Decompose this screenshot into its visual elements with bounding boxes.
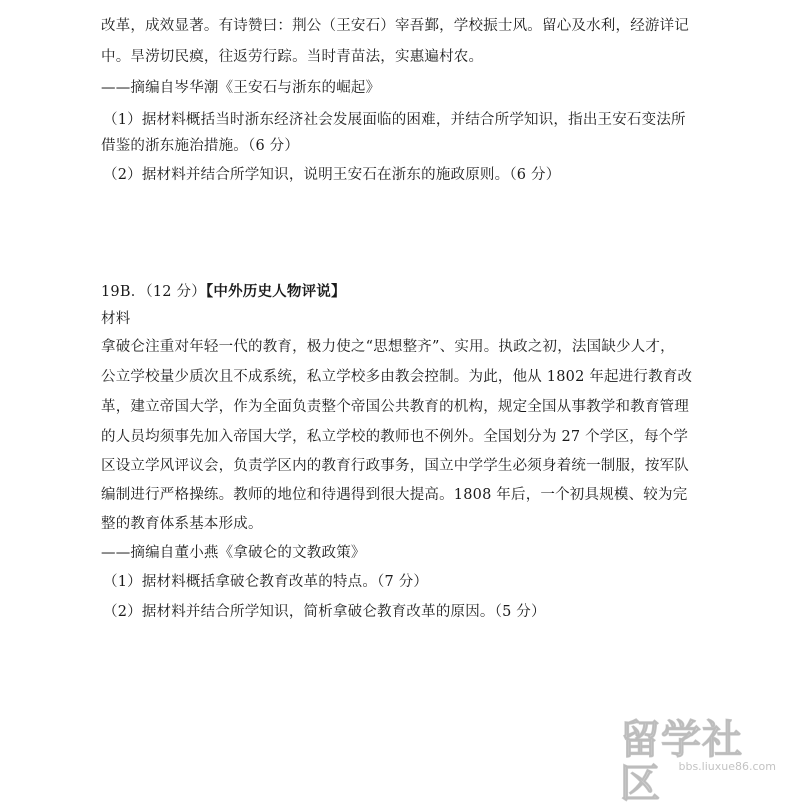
paragraph-line: 革，建立帝国大学，作为全面负责整个帝国公共教育的机构，规定全国从事教学和教育管理: [101, 399, 689, 415]
question-category: 【中外历史人物评说】: [205, 283, 346, 300]
watermark-url: bbs.liuxue86.com: [678, 760, 776, 773]
paragraph-line: 编制进行严格操练。教师的地位和待遇得到很大提高。1808 年后，一个初具规模、较为完: [101, 487, 688, 503]
source-citation: ——摘编自岑华潮《王安石与浙东的崛起》: [101, 80, 381, 96]
question-number: 19B．（12 分）: [101, 284, 206, 300]
watermark-title: 留学社区: [620, 717, 743, 807]
question-line: （1）据材料概括拿破仑教育改革的特点。（7 分）: [103, 574, 429, 590]
paragraph-line: 中。旱涝切民瘼，往返劳行踪。当时青苗法，实惠遍村农。: [101, 49, 484, 65]
question-line: （2）据材料并结合所学知识，说明王安石在浙东的施政原则。（6 分）: [103, 167, 561, 183]
paragraph-line: 公立学校量少质次且不成系统，私立学校多由教会控制。为此，他从 1802 年起进行教育改: [101, 369, 693, 385]
question-heading: [101, 282, 701, 302]
paragraph-line: 拿破仑注重对年轻一代的教育，极力使之“思想整齐”、实用。执政之初，法国缺少人才，: [101, 339, 675, 355]
material-label: 材料: [101, 311, 131, 327]
source-citation: ——摘编自董小燕《拿破仑的文教政策》: [101, 545, 366, 561]
paragraph-line: 整的教育体系基本形成。: [101, 516, 263, 532]
paragraph-line: 区设立学风评议会，负责学区内的教育行政事务，国立中学学生必须身着统一制服，按军队: [101, 458, 689, 474]
watermark-logo: [620, 717, 780, 807]
question-line: （2）据材料并结合所学知识，简析拿破仑教育改革的原因。（5 分）: [103, 604, 546, 620]
paragraph-line: 改革，成效显著。有诗赞曰：荆公（王安石）宰吾鄞，学校振士风。留心及水利，经游详记: [101, 18, 689, 34]
question-line: （1）据材料概括当时浙东经济社会发展面临的困难，并结合所学知识，指出王安石变法所: [103, 112, 686, 128]
paragraph-line: 的人员均须事先加入帝国大学，私立学校的教师也不例外。全国划分为 27 个学区，每个学: [101, 429, 689, 445]
question-line: 借鉴的浙东施治措施。（6 分）: [101, 138, 300, 154]
